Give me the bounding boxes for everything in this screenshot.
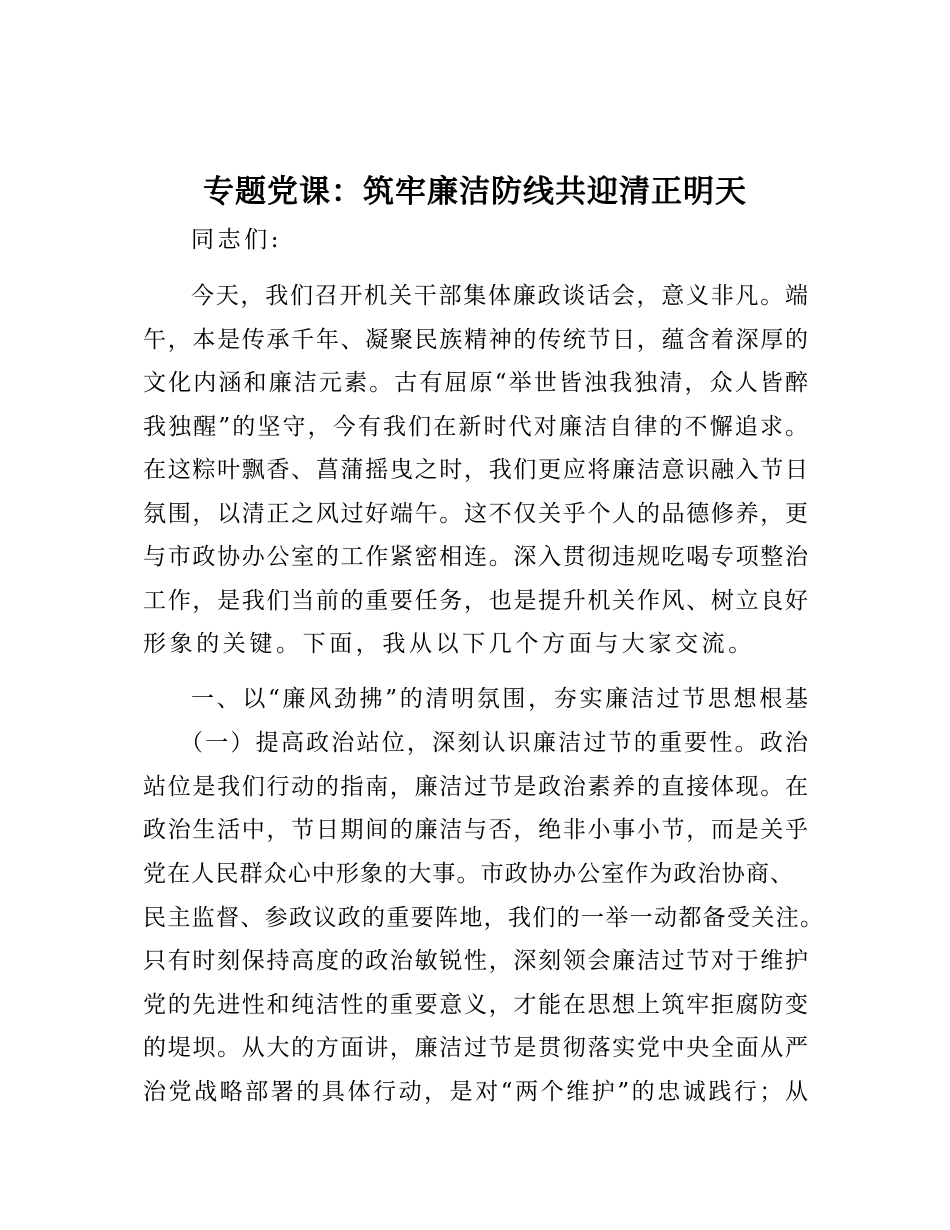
text-line: 治党战略部署的具体行动，是对“两个维护”的忠诚践行；从 <box>143 1079 808 1105</box>
text-line: 我独醒”的坚守，今有我们在新时代对廉洁自律的不懈追求。 <box>143 414 808 440</box>
text-line: 今天，我们召开机关干部集体廉政谈话会，意义非凡。端 <box>191 283 808 309</box>
text-line: （一）提高政治站位，深刻认识廉洁过节的重要性。政治 <box>180 730 808 756</box>
text-line: 在这粽叶飘香、菖蒲摇曳之时，我们更应将廉洁意识融入节日 <box>143 457 808 483</box>
text-line: 党的先进性和纯洁性的重要意义，才能在思想上筑牢拒腐防变 <box>143 992 808 1018</box>
text-line: 午，本是传承千年、凝聚民族精神的传统节日，蕴含着深厚的 <box>143 327 808 353</box>
salutation: 同志们: <box>191 227 283 253</box>
text-line: 党在人民群众心中形象的大事。市政协办公室作为政治协商、 <box>143 861 793 887</box>
document-title: 专题党课：筑牢廉洁防线共迎清正明天 <box>203 174 747 210</box>
text-line: 工作，是我们当前的重要任务，也是提升机关作风、树立良好 <box>143 588 808 614</box>
text-line: 文化内涵和廉洁元素。古有屈原“举世皆浊我独清，众人皆醉 <box>143 370 808 396</box>
section-heading: 一、以“廉风劲拂”的清明氛围，夯实廉洁过节思想根基 <box>191 686 808 712</box>
text-line: 站位是我们行动的指南，廉洁过节是政治素养的直接体现。在 <box>143 774 808 800</box>
text-line: 氛围，以清正之风过好端午。这不仅关乎个人的品德修养，更 <box>143 501 808 527</box>
text-line: 与市政协办公室的工作紧密相连。深入贯彻违规吃喝专项整治 <box>143 544 808 570</box>
text-line: 的堤坝。从大的方面讲，廉洁过节是贯彻落实党中央全面从严 <box>143 1035 808 1061</box>
text-line: 只有时刻保持高度的政治敏锐性，深刻领会廉洁过节对于维护 <box>143 948 808 974</box>
text-line: 民主监督、参政议政的重要阵地，我们的一举一动都备受关注。 <box>143 905 823 931</box>
text-line: 政治生活中，节日期间的廉洁与否，绝非小事小节，而是关乎 <box>143 817 808 843</box>
text-line: 形象的关键。下面，我从以下几个方面与大家交流。 <box>143 631 755 657</box>
